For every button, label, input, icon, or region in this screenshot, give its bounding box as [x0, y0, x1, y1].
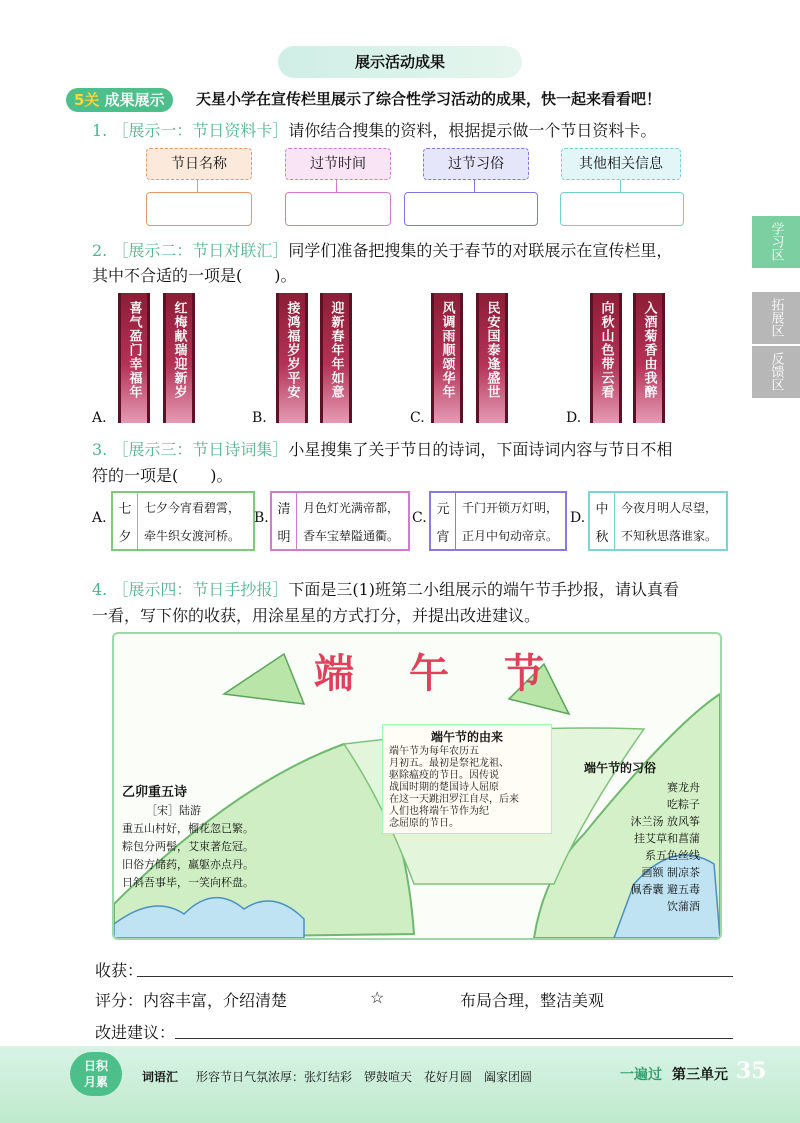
- customs-list: 赛龙舟 吃粽子 沐兰汤 放风筝 挂艾草和菖蒲 系五色丝线 画额 制凉茶 佩香囊 避五毒 饮蒲酒: [630, 781, 700, 913]
- couplet-scroll: [590, 293, 622, 423]
- question-tag: ［展示二：节日对联汇］: [112, 241, 289, 260]
- poem-option: [111, 491, 255, 551]
- level-number: 5关: [74, 91, 100, 109]
- couplet-text: 向秋山色带云看: [598, 301, 614, 399]
- question-number: 1.: [92, 121, 108, 140]
- advice-label: 改进建议：: [95, 1023, 176, 1042]
- side-tab-feedback[interactable]: 反馈区: [752, 346, 800, 398]
- option-label[interactable]: C.: [410, 410, 425, 426]
- question-3: [92, 437, 672, 460]
- question-tag: ［展示三：节日诗词集］: [112, 440, 289, 459]
- level-badge: [66, 88, 173, 112]
- advice-input-line[interactable]: [175, 1038, 733, 1039]
- card-label-festival-customs: 过节习俗: [423, 148, 529, 180]
- poem-block: 乙卯重五诗 ［宋］陆游 重五山村好，榴花忽已繁。 粽包分两髻，艾束著危冠。 旧俗方储药，羸躯亦点丹。 日斜吾事毕，一笑向杯盘。: [122, 784, 342, 892]
- poem-option: [429, 491, 567, 551]
- level-name: 成果展示: [104, 91, 165, 109]
- footer-category: 词语汇: [142, 1070, 179, 1084]
- answer-box-festival-name[interactable]: [146, 192, 252, 226]
- option-label[interactable]: A.: [92, 510, 107, 526]
- poem-festival: 中 秋: [590, 493, 615, 549]
- couplet-scroll: [163, 293, 195, 423]
- couplet-text: 迎新春年年如意: [328, 301, 344, 399]
- question-4-line2: 一看，写下你的收获，用涂星星的方式打分，并提出改进建议。: [92, 606, 541, 625]
- poem-festival: 七 夕: [113, 493, 138, 549]
- question-number: 2.: [92, 241, 108, 260]
- poem-lines: 七夕今宵看碧霄， 牵牛织女渡河桥。: [144, 500, 241, 543]
- poem-option: [588, 491, 728, 551]
- page-header-title: 展示活动成果: [278, 46, 522, 78]
- card-label-festival-name: 节日名称: [146, 148, 252, 180]
- couplet-scroll: [276, 293, 308, 423]
- connector: [620, 180, 621, 192]
- question-3-line2: 符的一项是( )。: [92, 466, 233, 485]
- question-tag: ［展示一：节日资料卡］: [112, 121, 289, 140]
- question-2: [92, 238, 672, 261]
- customs-title: 端午节的习俗: [584, 761, 657, 775]
- question-text: 小星搜集了关于节日的诗词，下面诗词内容与节日不相: [288, 440, 673, 459]
- answer-box-festival-customs[interactable]: [404, 192, 538, 226]
- card-label-festival-time: 过节时间: [285, 148, 391, 180]
- poem-lines: 今夜月明人尽望， 不知秋思落谁家。: [621, 500, 718, 543]
- answer-box-festival-time[interactable]: [285, 192, 391, 226]
- option-label[interactable]: B.: [254, 510, 269, 526]
- card-label-other-info: 其他相关信息: [561, 148, 681, 180]
- question-4: [92, 577, 679, 600]
- score-item-1: 内容丰富，介绍清楚: [143, 991, 288, 1010]
- couplet-scroll: [431, 293, 463, 423]
- couplet-text: 喜气盈门幸福年: [126, 301, 142, 399]
- option-label[interactable]: C.: [412, 510, 427, 526]
- question-tag: ［展示四：节日手抄报］: [112, 580, 289, 599]
- poem-festival: 清 明: [272, 493, 297, 549]
- score-row: [95, 988, 287, 1011]
- star-icon[interactable]: ☆: [370, 988, 385, 1007]
- question-text: 请你结合搜集的资料，根据提示做一个节日资料卡。: [288, 121, 657, 140]
- poem-lines: 月色灯光满帝都， 香车宝辇隘通衢。: [303, 500, 400, 543]
- page-number: 35: [736, 1058, 767, 1084]
- gain-input-line[interactable]: [137, 976, 733, 977]
- intro-text: 天星小学在宣传栏里展示了综合性学习活动的成果，快一起来看看吧！: [196, 90, 662, 108]
- couplet-text: 接鸿福岁岁平安: [284, 301, 300, 399]
- question-1: [92, 118, 656, 141]
- connector: [336, 180, 337, 192]
- connector: [197, 180, 198, 192]
- poem-festival: 元 宵: [431, 493, 456, 549]
- option-label[interactable]: B.: [252, 410, 267, 426]
- option-label[interactable]: A.: [92, 410, 107, 426]
- gain-label: 收获：: [95, 961, 144, 980]
- side-tab-study[interactable]: 学习区: [752, 216, 800, 268]
- question-number: 4.: [92, 580, 108, 599]
- side-tab-extend[interactable]: 拓展区: [752, 292, 800, 344]
- poster-title: 端 午 节: [314, 650, 544, 697]
- couplet-text: 风调雨顺颂华年: [439, 301, 455, 399]
- poem-lines: 千门开锁万灯明， 正月中旬动帝京。: [462, 500, 559, 543]
- dragon-boat-poster: [112, 632, 722, 940]
- footer-brand: 一遍过: [620, 1067, 662, 1083]
- couplet-scroll: [476, 293, 508, 423]
- footer: [0, 1046, 800, 1123]
- question-number: 3.: [92, 440, 108, 459]
- option-label[interactable]: D.: [570, 510, 586, 526]
- couplet-text: 红梅献瑞迎新岁: [171, 301, 187, 399]
- origin-title: 端午节的由来: [430, 730, 503, 744]
- couplet-text: 入酒菊香由我醉: [641, 301, 657, 399]
- option-label[interactable]: D.: [566, 410, 582, 426]
- connector: [474, 180, 475, 192]
- origin-text: 端午节为每年农历五 月初五。最初是祭祀龙祖、 驱除瘟疫的节日。因传说 战国时期的楚国诗人屈原 在这一天跳汨罗江自尽，后来 人们也将端午节作为纪 念屈原的节日。: [389, 746, 519, 829]
- customs-block: [584, 758, 714, 778]
- answer-box-other-info[interactable]: [560, 192, 684, 226]
- score-item-2: 布局合理，整洁美观: [460, 991, 605, 1010]
- question-text: 下面是三(1)班第二小组展示的端午节手抄报，请认真看: [288, 580, 680, 599]
- footer-unit: 第三单元: [672, 1067, 728, 1083]
- footer-text: 形容节日气氛浓厚：张灯结彩 锣鼓喧天 花好月圆 阖家团圆: [196, 1070, 533, 1084]
- couplet-scroll: [633, 293, 665, 423]
- score-label: 评分：: [95, 991, 144, 1010]
- couplet-text: 民安国泰逢盛世: [484, 301, 500, 399]
- poem-author: ［宋］陆游: [146, 804, 201, 817]
- footer-logo: 日积 月累: [70, 1052, 122, 1096]
- question-2-line2: 其中不合适的一项是( )。: [92, 266, 297, 285]
- poem-title: 乙卯重五诗: [122, 785, 188, 800]
- poem-option: [270, 491, 410, 551]
- question-text: 同学们准备把搜集的关于春节的对联展示在宣传栏里，: [288, 241, 673, 260]
- couplet-scroll: [118, 293, 150, 423]
- couplet-scroll: [320, 293, 352, 423]
